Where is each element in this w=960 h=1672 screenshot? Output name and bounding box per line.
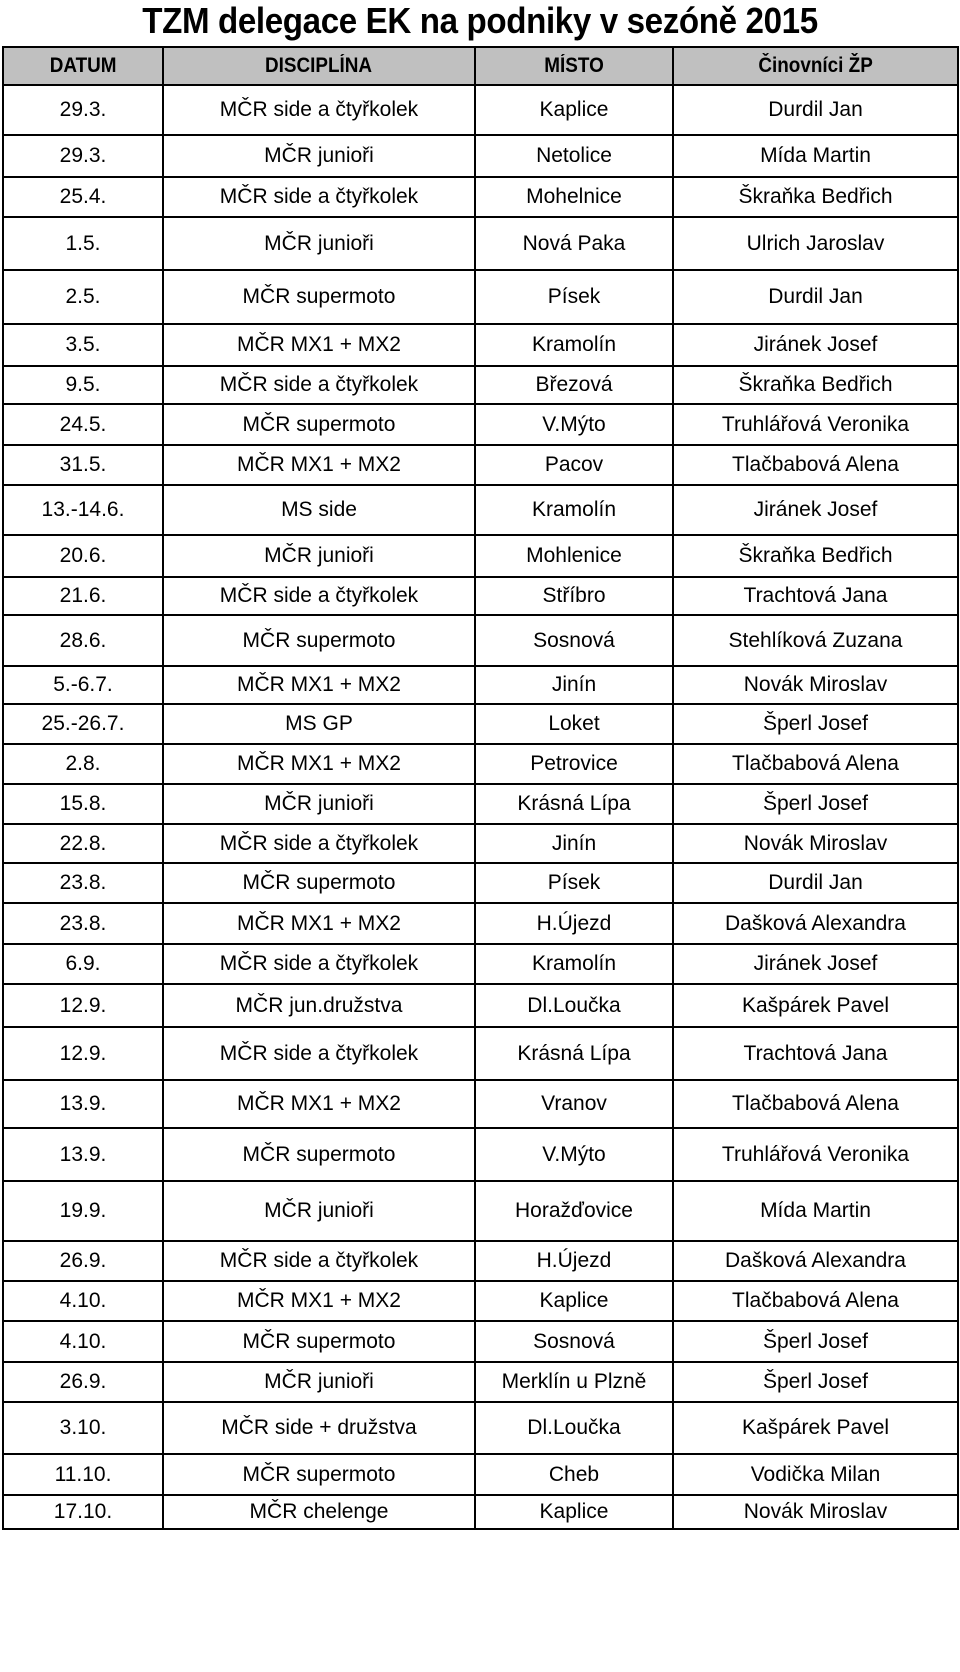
table-row (3, 366, 958, 404)
official-cell: Trachtová Jana (673, 1027, 958, 1080)
discipline-cell: MČR side a čtyřkolek (163, 1241, 475, 1281)
official-cell: Jiránek Josef (673, 324, 958, 366)
discipline-cell: MČR supermoto (163, 615, 475, 666)
official-cell: Stehlíková Zuzana (673, 615, 958, 666)
official-cell: Dašková Alexandra (673, 903, 958, 944)
date-cell: 13.-14.6. (3, 485, 163, 535)
place-cell: Dl.Loučka (475, 984, 673, 1027)
discipline-cell: MČR supermoto (163, 1321, 475, 1362)
place-cell: Horažďovice (475, 1181, 673, 1241)
official-cell: Mída Martin (673, 135, 958, 177)
discipline-cell: MČR junioři (163, 784, 475, 824)
discipline-cell: MČR supermoto (163, 1128, 475, 1181)
date-cell: 12.9. (3, 984, 163, 1027)
official-cell: Škraňka Bedřich (673, 535, 958, 577)
date-cell: 12.9. (3, 1027, 163, 1080)
discipline-cell: MČR side a čtyřkolek (163, 944, 475, 984)
date-cell: 1.5. (3, 217, 163, 270)
discipline-cell: MČR chelenge (163, 1495, 475, 1529)
date-cell: 26.9. (3, 1241, 163, 1281)
place-cell: H.Újezd (475, 903, 673, 944)
official-cell: Jiránek Josef (673, 485, 958, 535)
table-row (3, 666, 958, 704)
discipline-cell: MČR side a čtyřkolek (163, 177, 475, 217)
discipline-cell: MČR MX1 + MX2 (163, 445, 475, 485)
discipline-cell: MČR MX1 + MX2 (163, 903, 475, 944)
date-cell: 29.3. (3, 85, 163, 135)
discipline-cell: MČR supermoto (163, 270, 475, 324)
discipline-cell: MČR side a čtyřkolek (163, 366, 475, 404)
date-cell: 24.5. (3, 404, 163, 445)
column-header-place: MÍSTO (475, 47, 673, 85)
official-cell: Tlačbabová Alena (673, 1080, 958, 1128)
date-cell: 3.10. (3, 1402, 163, 1454)
date-cell: 26.9. (3, 1362, 163, 1402)
official-cell: Novák Miroslav (673, 824, 958, 863)
header-row (3, 47, 958, 85)
date-cell: 31.5. (3, 445, 163, 485)
table-row (3, 404, 958, 445)
official-cell: Tlačbabová Alena (673, 1281, 958, 1321)
place-cell: Nová Paka (475, 217, 673, 270)
official-cell: Durdil Jan (673, 863, 958, 903)
date-cell: 17.10. (3, 1495, 163, 1529)
place-cell: Petrovice (475, 744, 673, 784)
discipline-cell: MČR supermoto (163, 863, 475, 903)
table-row (3, 944, 958, 984)
discipline-cell: MČR jun.družstva (163, 984, 475, 1027)
official-cell: Tlačbabová Alena (673, 445, 958, 485)
official-cell: Trachtová Jana (673, 577, 958, 615)
table-row (3, 1181, 958, 1241)
discipline-cell: MČR side a čtyřkolek (163, 824, 475, 863)
table-row (3, 704, 958, 744)
table-row (3, 445, 958, 485)
place-cell: Kramolín (475, 944, 673, 984)
date-cell: 21.6. (3, 577, 163, 615)
official-cell: Durdil Jan (673, 85, 958, 135)
place-cell: Cheb (475, 1454, 673, 1495)
place-cell: Mohelnice (475, 177, 673, 217)
official-cell: Kašpárek Pavel (673, 984, 958, 1027)
official-cell: Novák Miroslav (673, 1495, 958, 1529)
date-cell: 3.5. (3, 324, 163, 366)
date-cell: 13.9. (3, 1128, 163, 1181)
table-row (3, 1281, 958, 1321)
discipline-cell: MČR side a čtyřkolek (163, 577, 475, 615)
place-cell: Kaplice (475, 85, 673, 135)
discipline-cell: MČR MX1 + MX2 (163, 666, 475, 704)
place-cell: Stříbro (475, 577, 673, 615)
table-row (3, 903, 958, 944)
place-cell: Písek (475, 270, 673, 324)
discipline-cell: MČR junioři (163, 135, 475, 177)
official-cell: Dašková Alexandra (673, 1241, 958, 1281)
place-cell: Sosnová (475, 615, 673, 666)
table-row (3, 577, 958, 615)
table-row (3, 1454, 958, 1495)
date-cell: 13.9. (3, 1080, 163, 1128)
place-cell: Kaplice (475, 1281, 673, 1321)
table-row (3, 177, 958, 217)
date-cell: 25.4. (3, 177, 163, 217)
discipline-cell: MČR MX1 + MX2 (163, 744, 475, 784)
discipline-cell: MČR MX1 + MX2 (163, 1281, 475, 1321)
date-cell: 4.10. (3, 1281, 163, 1321)
page-title: TZM delegace EK na podniky v sezóně 2015 (142, 0, 818, 41)
discipline-cell: MČR junioři (163, 217, 475, 270)
official-cell: Tlačbabová Alena (673, 744, 958, 784)
table-row (3, 1027, 958, 1080)
table-row (3, 1080, 958, 1128)
discipline-cell: MČR side + družstva (163, 1402, 475, 1454)
date-cell: 19.9. (3, 1181, 163, 1241)
date-cell: 25.-26.7. (3, 704, 163, 744)
place-cell: Krásná Lípa (475, 1027, 673, 1080)
discipline-cell: MČR side a čtyřkolek (163, 85, 475, 135)
place-cell: Pacov (475, 445, 673, 485)
place-cell: Kaplice (475, 1495, 673, 1529)
table-row (3, 85, 958, 135)
place-cell: V.Mýto (475, 404, 673, 445)
date-cell: 4.10. (3, 1321, 163, 1362)
table-row (3, 824, 958, 863)
official-cell: Šperl Josef (673, 784, 958, 824)
date-cell: 5.-6.7. (3, 666, 163, 704)
official-cell: Truhlářová Veronika (673, 404, 958, 445)
official-cell: Mída Martin (673, 1181, 958, 1241)
discipline-cell: MČR junioři (163, 1362, 475, 1402)
date-cell: 29.3. (3, 135, 163, 177)
official-cell: Truhlářová Veronika (673, 1128, 958, 1181)
official-cell: Šperl Josef (673, 704, 958, 744)
place-cell: Loket (475, 704, 673, 744)
date-cell: 23.8. (3, 903, 163, 944)
table-row (3, 324, 958, 366)
table-row (3, 1128, 958, 1181)
date-cell: 9.5. (3, 366, 163, 404)
table-row (3, 1402, 958, 1454)
official-cell: Vodička Milan (673, 1454, 958, 1495)
date-cell: 15.8. (3, 784, 163, 824)
place-cell: Kramolín (475, 485, 673, 535)
table-row (3, 535, 958, 577)
date-cell: 23.8. (3, 863, 163, 903)
table-row (3, 615, 958, 666)
date-cell: 22.8. (3, 824, 163, 863)
discipline-cell: MS GP (163, 704, 475, 744)
column-header-officials: Činovníci ŽP (673, 47, 958, 85)
date-cell: 6.9. (3, 944, 163, 984)
official-cell: Šperl Josef (673, 1321, 958, 1362)
official-cell: Škraňka Bedřich (673, 177, 958, 217)
official-cell: Durdil Jan (673, 270, 958, 324)
place-cell: Netolice (475, 135, 673, 177)
place-cell: V.Mýto (475, 1128, 673, 1181)
table-body (3, 85, 958, 1529)
table-row (3, 217, 958, 270)
table-row (3, 1495, 958, 1529)
place-cell: Jinín (475, 666, 673, 704)
official-cell: Kašpárek Pavel (673, 1402, 958, 1454)
date-cell: 2.5. (3, 270, 163, 324)
discipline-cell: MČR side a čtyřkolek (163, 1027, 475, 1080)
place-cell: Dl.Loučka (475, 1402, 673, 1454)
table-row (3, 784, 958, 824)
column-header-discipline: DISCIPLÍNA (163, 47, 475, 85)
official-cell: Škraňka Bedřich (673, 366, 958, 404)
place-cell: Kramolín (475, 324, 673, 366)
place-cell: Merklín u Plzně (475, 1362, 673, 1402)
column-header-date: DATUM (3, 47, 163, 85)
place-cell: Sosnová (475, 1321, 673, 1362)
place-cell: Písek (475, 863, 673, 903)
schedule-table (2, 46, 959, 1530)
date-cell: 11.10. (3, 1454, 163, 1495)
table-row (3, 135, 958, 177)
table-row (3, 1241, 958, 1281)
place-cell: Březová (475, 366, 673, 404)
place-cell: Krásná Lípa (475, 784, 673, 824)
official-cell: Jiránek Josef (673, 944, 958, 984)
official-cell: Novák Miroslav (673, 666, 958, 704)
table-row (3, 1321, 958, 1362)
table-row (3, 1362, 958, 1402)
official-cell: Šperl Josef (673, 1362, 958, 1402)
table-row (3, 485, 958, 535)
place-cell: Vranov (475, 1080, 673, 1128)
date-cell: 20.6. (3, 535, 163, 577)
place-cell: H.Újezd (475, 1241, 673, 1281)
discipline-cell: MČR MX1 + MX2 (163, 1080, 475, 1128)
place-cell: Jinín (475, 824, 673, 863)
discipline-cell: MS side (163, 485, 475, 535)
date-cell: 28.6. (3, 615, 163, 666)
discipline-cell: MČR supermoto (163, 1454, 475, 1495)
discipline-cell: MČR junioři (163, 535, 475, 577)
discipline-cell: MČR junioři (163, 1181, 475, 1241)
discipline-cell: MČR supermoto (163, 404, 475, 445)
official-cell: Ulrich Jaroslav (673, 217, 958, 270)
table-row (3, 984, 958, 1027)
table-row (3, 270, 958, 324)
date-cell: 2.8. (3, 744, 163, 784)
table-row (3, 863, 958, 903)
table-header (3, 47, 958, 85)
place-cell: Mohlenice (475, 535, 673, 577)
table-row (3, 744, 958, 784)
discipline-cell: MČR MX1 + MX2 (163, 324, 475, 366)
